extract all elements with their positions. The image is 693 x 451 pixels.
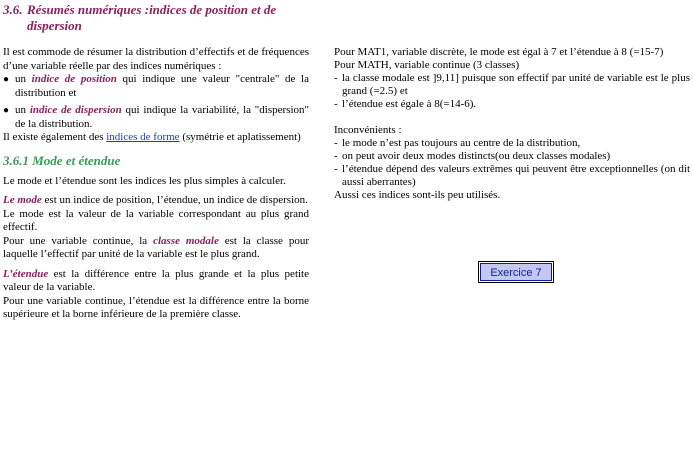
mat1-paragraph: Pour MAT1, variable discrète, le mode est égal à 7 et l’étendue à 8 (=15-7)	[334, 46, 664, 58]
left-column	[3, 2, 309, 322]
etendue-definition	[3, 268, 309, 295]
section-number: 3.6.	[3, 2, 23, 17]
exercice-7-button[interactable]: Exercice 7	[480, 263, 552, 281]
forme-prefix: Il existe également des	[3, 131, 107, 143]
bullet-dot-icon: ●	[3, 74, 10, 85]
term-indice-position: indice de position	[31, 73, 117, 85]
bullet-prefix: un	[15, 73, 32, 85]
subsection-title	[3, 153, 309, 169]
term-etendue: L’étendue	[3, 267, 49, 280]
inconvenient-item: - on peut avoir deux modes distincts(ou deux classes modales)	[334, 150, 690, 163]
math-item-text: l’étendue est égale à 8(=14-6).	[342, 98, 477, 110]
classe-modale-paragraph	[3, 235, 309, 262]
inconvenient-item: - le mode n’est pas toujours au centre de la distribution,	[334, 137, 690, 150]
bullet-item-dispersion	[3, 104, 309, 131]
math-item: - l’étendue est égale à 8(=14-6).	[334, 98, 690, 111]
mode-definition	[3, 194, 309, 208]
bullet-text	[15, 104, 309, 131]
mode-def-text: est un indice de position, l’étendue, un indice de dispersion.	[41, 194, 308, 206]
inconvenient-text: on peut avoir deux modes distincts(ou deux classes modales)	[342, 150, 611, 162]
classe-suffix: est la classe pour laquelle l’effectif par unité de la variable est le plus grand.	[3, 234, 309, 260]
forme-suffix: (symétrie et aplatissement)	[179, 131, 301, 143]
inconvenient-text: le mode n’est pas toujours au centre de la distribution,	[342, 137, 581, 149]
inconvenient-item: - l’étendue dépend des valeurs extrêmes qui peuvent être exceptionnelles (on dit aussi aberrantes)	[334, 163, 690, 188]
intro-paragraph: Il est commode de résumer la distribution d’effectifs et de fréquences d’une variable réelle par des indices numériques :	[3, 46, 309, 72]
mode-etendue-intro: Le mode et l’étendue sont les indices les plus simples à calculer.	[3, 174, 286, 187]
bullet-dot-icon: ●	[3, 105, 10, 116]
bullet-prefix: un	[15, 104, 30, 116]
etendue-def-text: est la différence entre la plus grande et la plus petite valeur de la variable.	[3, 267, 309, 293]
inconvenients-title: Inconvénients :	[334, 124, 402, 136]
indices-de-forme-link[interactable]: indices de forme	[106, 131, 180, 143]
math-item-text: la classe modale est ]9,11] puisque son effectif par unité de variable est le plus grand (=2.5) et	[342, 72, 690, 97]
forme-paragraph	[3, 131, 309, 145]
section-title-line2: dispersion	[27, 18, 82, 33]
etendue-continue-paragraph: Pour une variable continue, l’étendue est la différence entre la borne supérieure et la borne inférieure de la première classe.	[3, 294, 309, 320]
section-title	[3, 2, 309, 34]
classe-prefix: Pour une variable continue, la	[3, 234, 154, 247]
conclusion-paragraph: Aussi ces indices sont-ils peu utilisés.	[334, 189, 501, 201]
subsection-number: 3.6.1	[3, 152, 29, 168]
math-paragraph: Pour MATH, variable continue (3 classes)	[334, 59, 520, 71]
term-indice-dispersion: indice de dispersion	[29, 104, 122, 116]
subsection-title-text: Mode et étendue	[32, 152, 121, 168]
exercise-button-wrapper	[480, 263, 552, 281]
math-item: - la classe modale est ]9,11] puisque son effectif par unité de variable est le plus grand (=2.5) et	[334, 72, 690, 97]
bullet-suffix: qui indique une valeur "centrale" de la distribution et	[15, 73, 309, 99]
bullet-text	[15, 73, 309, 100]
bullet-item-position	[3, 73, 309, 100]
mode-value-paragraph: Le mode est la valeur de la variable correspondant au plus grand effectif.	[3, 207, 309, 233]
right-column	[334, 46, 690, 202]
bullet-suffix: qui indique la variabilité, la "dispersion" de la distribution.	[15, 104, 310, 130]
inconvenient-text: l’étendue dépend des valeurs extrêmes qui peuvent être exceptionnelles (on dit aussi aberrantes)	[342, 163, 690, 188]
term-mode: Le mode	[3, 194, 42, 206]
section-title-line1: Résumés numériques :indices de position et de	[27, 2, 277, 17]
term-classe-modale: classe modale	[153, 234, 219, 247]
